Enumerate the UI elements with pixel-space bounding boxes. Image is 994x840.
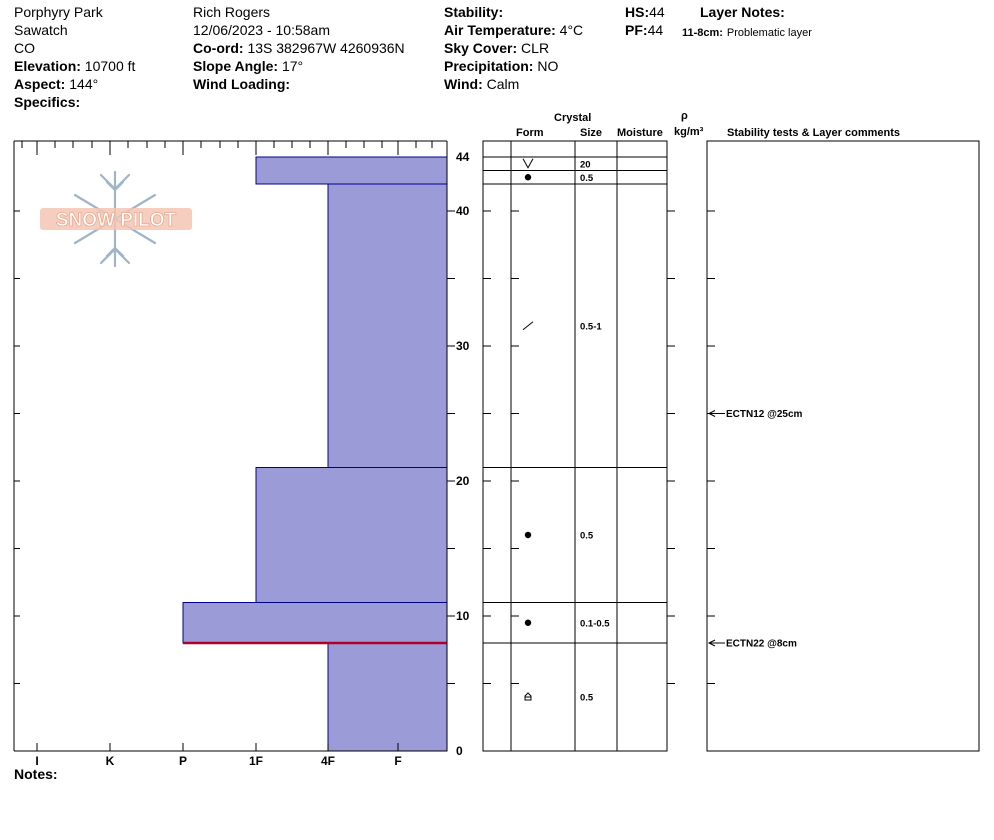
snowpilot-logo [40, 172, 192, 266]
rounded-grain-icon [525, 620, 531, 626]
state-name: CO [14, 40, 35, 56]
height-tick-label: 0 [456, 744, 463, 758]
sky-value: CLR [521, 40, 550, 56]
moisture-header: Moisture [617, 127, 663, 139]
coord-value: 13S 382967W 4260936N [247, 40, 405, 56]
precip-value: NO [537, 58, 559, 74]
hardness-tick-label: P [178, 754, 188, 768]
grain-size-label: 0.5-1 [580, 321, 602, 333]
aspect-label: Aspect: [14, 76, 66, 92]
hs-label: HS: [625, 4, 650, 20]
grain-size-label: 0.5 [580, 530, 594, 542]
notes-label: Notes: [14, 766, 58, 782]
specifics-label: Specifics: [14, 94, 81, 110]
wind-label: Wind: [444, 76, 483, 92]
aspect-value: 144° [69, 76, 99, 92]
rounded-grain-icon [525, 532, 531, 538]
height-tick-label: 10 [456, 609, 470, 623]
hardness-layer-bar [328, 643, 447, 751]
stability-label: Stability: [444, 4, 504, 20]
form-header: Form [516, 127, 544, 139]
decomposing-fragment-icon [523, 322, 533, 330]
hardness-layer-bar [256, 468, 447, 603]
height-tick-label: 40 [456, 204, 470, 218]
height-tick-label: 44 [456, 150, 470, 164]
hardness-layer-bar [256, 157, 447, 184]
comments-frame [707, 141, 979, 751]
hardness-tick-label: K [105, 754, 115, 768]
stability-test-label: ECTN12 @25cm [726, 409, 803, 420]
grain-size-label: 0.5 [580, 692, 594, 704]
grain-size-label: 20 [580, 159, 591, 171]
slope-value: 17° [281, 58, 304, 74]
slope-label: Slope Angle: [193, 58, 279, 74]
layer-note-range: 11-8cm: [682, 27, 723, 39]
hardness-tick-label: 1F [248, 754, 264, 768]
rounded-grain-icon [525, 174, 531, 180]
hardness-tick-label: I [35, 754, 39, 768]
wind-value: Calm [486, 76, 520, 92]
faceted-crystal-icon [525, 693, 531, 700]
pf-value: 44 [647, 22, 664, 38]
observation-datetime: 12/06/2023 - 10:58am [193, 22, 330, 38]
hardness-tick-label: 4F [320, 754, 336, 768]
grain-size-label: 0.5 [580, 172, 594, 184]
hardness-tick-label: F [394, 754, 402, 768]
crystal-header: Crystal [554, 112, 592, 124]
height-tick-label: 20 [456, 474, 470, 488]
air-temp-value: 4°C [559, 22, 584, 38]
grain-size-label: 0.1-0.5 [580, 618, 610, 630]
logo-text: SNOW PILOT [55, 210, 177, 231]
height-tick-label: 30 [456, 339, 470, 353]
hardness-layer-bar [183, 603, 447, 644]
range-name: Sawatch [14, 22, 68, 38]
wind-loading-label: Wind Loading: [193, 76, 291, 92]
precip-particle-icon [523, 159, 533, 168]
observer-name: Rich Rogers [193, 4, 271, 20]
sky-label: Sky Cover: [444, 40, 518, 56]
air-temp-label: Air Temperature: [444, 22, 556, 38]
comments-header: Stability tests & Layer comments [727, 127, 901, 139]
elevation-label: Elevation: [14, 58, 81, 74]
location-name: Porphyry Park [14, 4, 103, 20]
stability-test-label: ECTN22 @8cm [726, 638, 797, 650]
pf-label: PF: [625, 22, 648, 38]
elevation-value: 10700 ft [84, 58, 136, 74]
layer-note-text: Problematic layer [726, 27, 812, 39]
size-header: Size [580, 127, 603, 139]
hs-value: 44 [649, 4, 665, 20]
precip-label: Precipitation: [444, 58, 534, 74]
rho-header: ρ [681, 110, 688, 122]
density-unit-header: kg/m³ [674, 126, 704, 138]
layer-notes-label: Layer Notes: [700, 4, 785, 20]
coord-label: Co-ord: [193, 40, 244, 56]
hardness-layer-bar [328, 184, 447, 468]
